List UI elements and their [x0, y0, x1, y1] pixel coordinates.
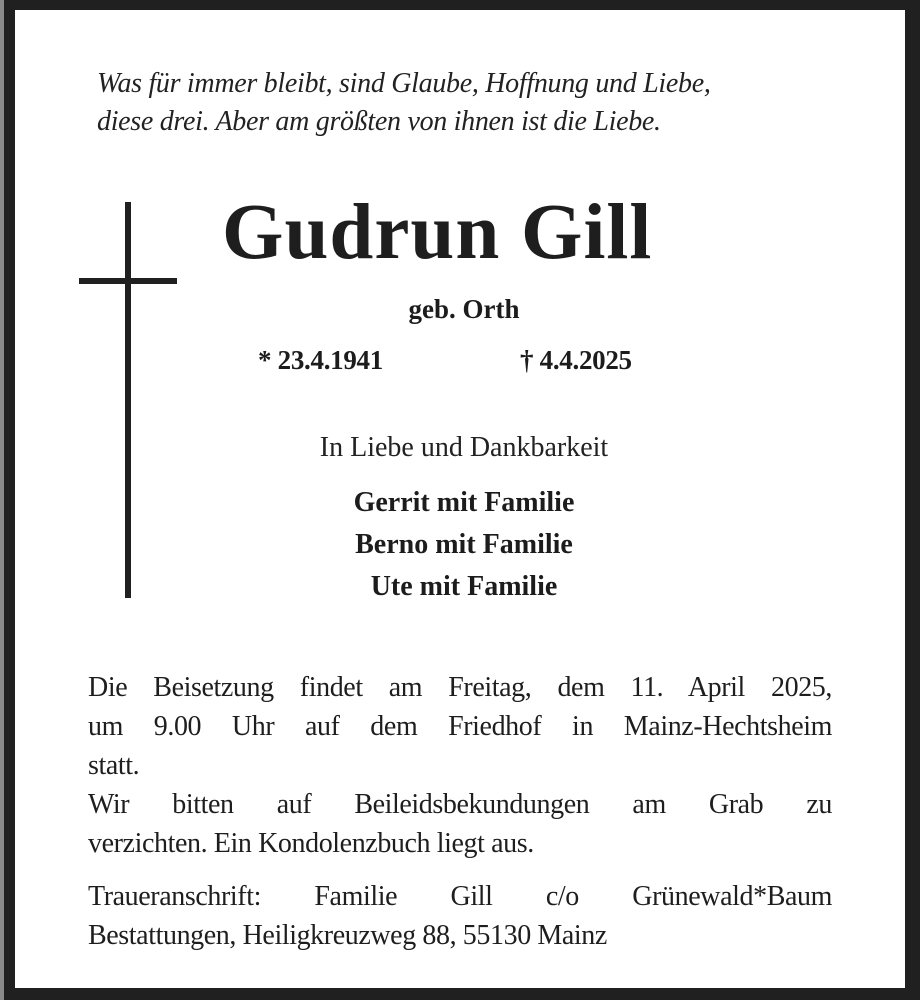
funeral-line: um 9.00 Uhr auf dem Friedhof in Mainz-Hechtsheim: [88, 711, 832, 742]
mourner-family: Gerrit mit Familie: [353, 487, 575, 518]
funeral-line: verzichten. Ein Kondolenzbuch liegt aus.: [88, 828, 534, 859]
mourning-address: [88, 877, 832, 955]
funeral-line: statt.: [88, 750, 140, 781]
maiden-name: geb. Orth: [408, 294, 520, 324]
funeral-details: [88, 668, 832, 863]
funeral-line: Die Beisetzung findet am Freitag, dem 11. April 2025,: [88, 672, 832, 703]
death-date: † 4.4.2025: [520, 345, 632, 375]
cross-horizontal-bar: [79, 278, 177, 284]
mourners-intro: In Liebe und Dankbarkeit: [319, 432, 609, 463]
deceased-name: Gudrun Gill: [222, 189, 653, 276]
quote-line-1: Was für immer bleibt, sind Glaube, Hoffnung und Liebe,: [97, 68, 711, 99]
address-line: Traueranschrift: Familie Gill c/o Grünewald*Baum: [88, 881, 832, 912]
funeral-line: Wir bitten auf Beileidsbekundungen am Grab zu: [88, 789, 832, 820]
quote-line-2: diese drei. Aber am größten von ihnen ist die Liebe.: [97, 106, 661, 137]
birth-date: * 23.4.1941: [258, 345, 383, 375]
address-line: Bestattungen, Heiligkreuzweg 88, 55130 Mainz: [88, 920, 607, 951]
mourner-family: Ute mit Familie: [370, 571, 558, 602]
mourner-family: Berno mit Familie: [355, 529, 573, 560]
